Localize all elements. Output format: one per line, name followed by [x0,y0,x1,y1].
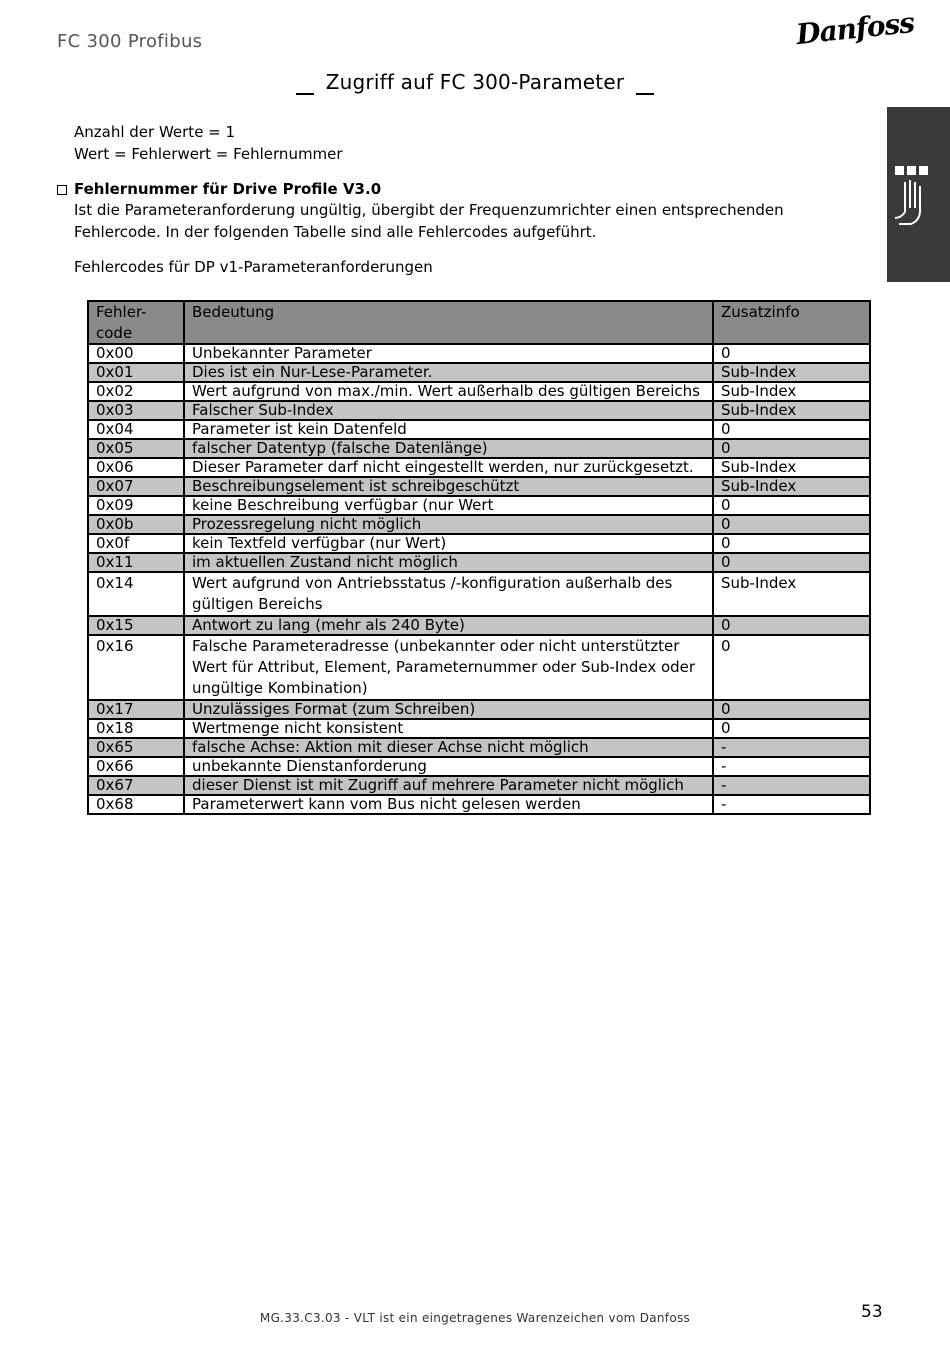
cell-error-code: 0x02 [88,382,184,401]
cell-meaning: Parameterwert kann vom Bus nicht gelesen werden [184,795,713,814]
table-row [88,515,870,534]
cell-error-code: 0x05 [88,439,184,458]
table-caption: Fehlercodes für DP v1-Parameteranforderungen [74,258,433,276]
table-row [88,700,870,719]
table-row [88,439,870,458]
table-row [88,344,870,363]
cell-meaning: keine Beschreibung verfügbar (nur Wert [184,496,713,515]
cell-additional-info: 0 [713,439,870,458]
cell-error-code: 0x17 [88,700,184,719]
cell-meaning: Falscher Sub-Index [184,401,713,420]
cell-additional-info: 0 [713,553,870,572]
cell-error-code: 0x66 [88,757,184,776]
table-row [88,458,870,477]
cell-additional-info: 0 [713,496,870,515]
danfoss-logo: Danfoss [794,5,916,52]
table-row [88,635,870,700]
cell-additional-info: Sub-Index [713,401,870,420]
cell-error-code: 0x67 [88,776,184,795]
page-number: 53 [861,1302,883,1322]
table-row [88,363,870,382]
table-row [88,401,870,420]
title-dash-left [296,93,314,95]
cell-additional-info: Sub-Index [713,572,870,616]
table-row [88,757,870,776]
cell-additional-info: 0 [713,635,870,700]
header-additional-info: Zusatzinfo [713,301,870,344]
intro-line-value: Wert = Fehlerwert = Fehlernummer [74,145,343,163]
cell-additional-info: - [713,738,870,757]
cell-meaning: Parameter ist kein Datenfeld [184,420,713,439]
section-title-text: Zugriff auf FC 300-Parameter [325,70,625,94]
header-meaning: Bedeutung [184,301,713,344]
cell-error-code: 0x11 [88,553,184,572]
cell-additional-info: 0 [713,515,870,534]
cell-error-code: 0x06 [88,458,184,477]
cell-meaning: Falsche Parameteradresse (unbekannter oder nicht unterstützter Wert für Attribut, Element, Parameternummer oder Sub-Index oder ungültige Kombination) [184,635,713,700]
table-row [88,553,870,572]
footer-text: MG.33.C3.03 - VLT ist ein eingetragenes Warenzeichen vom Danfoss [259,1311,691,1325]
table-row [88,616,870,635]
cell-meaning: im aktuellen Zustand nicht möglich [184,553,713,572]
cell-additional-info: Sub-Index [713,458,870,477]
header-error-code [88,301,184,344]
cell-additional-info: 0 [713,420,870,439]
table-row [88,534,870,553]
table-row [88,382,870,401]
cell-meaning: Prozessregelung nicht möglich [184,515,713,534]
cell-additional-info: - [713,795,870,814]
cell-meaning: Unzulässiges Format (zum Schreiben) [184,700,713,719]
cell-additional-info: 0 [713,616,870,635]
subsection-paragraph-line1: Ist die Parameteranforderung ungültig, übergibt der Frequenzumrichter einen entsprechenden [74,201,784,219]
cell-error-code: 0x16 [88,635,184,700]
cell-additional-info: - [713,776,870,795]
cell-additional-info: 0 [713,534,870,553]
cell-meaning: Unbekannter Parameter [184,344,713,363]
cell-meaning: unbekannte Dienstanforderung [184,757,713,776]
chapter-side-tab [887,107,950,282]
cell-meaning: kein Textfeld verfügbar (nur Wert) [184,534,713,553]
cell-additional-info: 0 [713,700,870,719]
cell-error-code: 0x15 [88,616,184,635]
document-header-title: FC 300 Profibus [57,31,203,52]
cell-additional-info: - [713,757,870,776]
table-row [88,496,870,515]
table-row [88,795,870,814]
table-header-row [88,301,870,344]
cell-error-code: 0x65 [88,738,184,757]
cell-error-code: 0x18 [88,719,184,738]
cell-meaning: falsche Achse: Aktion mit dieser Achse nicht möglich [184,738,713,757]
cell-error-code: 0x14 [88,572,184,616]
title-dash-right [636,93,654,95]
cell-meaning: Wert aufgrund von max./min. Wert außerhalb des gültigen Bereichs [184,382,713,401]
cell-additional-info: 0 [713,719,870,738]
cell-error-code: 0x01 [88,363,184,382]
cell-meaning: Wertmenge nicht konsistent [184,719,713,738]
table-row [88,738,870,757]
cell-error-code: 0x0b [88,515,184,534]
cell-meaning: Dies ist ein Nur-Lese-Parameter. [184,363,713,382]
cell-error-code: 0x00 [88,344,184,363]
cell-meaning: Dieser Parameter darf nicht eingestellt werden, nur zurückgesetzt. [184,458,713,477]
cell-error-code: 0x04 [88,420,184,439]
table-row [88,572,870,616]
table-row [88,477,870,496]
cell-error-code: 0x0f [88,534,184,553]
table-row [88,776,870,795]
checkbox-bullet-icon [57,185,67,195]
cell-error-code: 0x03 [88,401,184,420]
cell-meaning: Beschreibungselement ist schreibgeschützt [184,477,713,496]
header-error-code-text: Fehler- code [96,303,147,342]
cell-error-code: 0x07 [88,477,184,496]
error-code-table [87,300,871,815]
cell-additional-info: 0 [713,344,870,363]
cell-error-code: 0x68 [88,795,184,814]
hand-pointing-icon [891,162,935,232]
cell-additional-info: Sub-Index [713,477,870,496]
cell-additional-info: Sub-Index [713,382,870,401]
section-title [0,70,950,95]
intro-line-count: Anzahl der Werte = 1 [74,123,236,141]
table-row [88,719,870,738]
cell-meaning: Wert aufgrund von Antriebsstatus /-konfiguration außerhalb des gültigen Bereichs [184,572,713,616]
cell-meaning: dieser Dienst ist mit Zugriff auf mehrere Parameter nicht möglich [184,776,713,795]
subsection-title: Fehlernummer für Drive Profile V3.0 [74,180,382,198]
cell-error-code: 0x09 [88,496,184,515]
cell-additional-info: Sub-Index [713,363,870,382]
cell-meaning: Antwort zu lang (mehr als 240 Byte) [184,616,713,635]
subsection-paragraph-line2: Fehlercode. In der folgenden Tabelle sind alle Fehlercodes aufgeführt. [74,223,597,241]
table-row [88,420,870,439]
cell-meaning: falscher Datentyp (falsche Datenlänge) [184,439,713,458]
